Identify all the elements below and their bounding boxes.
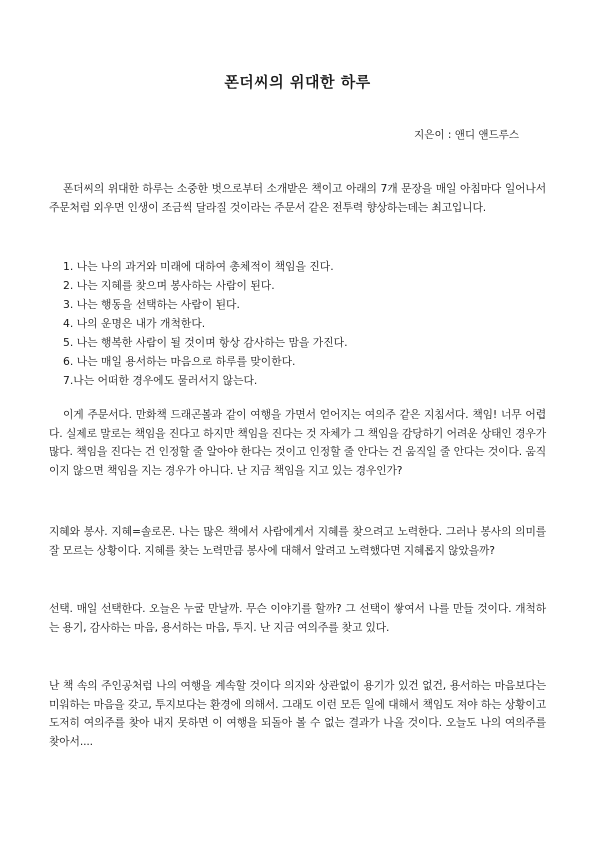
list-item: 7.나는 어떠한 경우에도 물러서지 않는다. — [63, 374, 258, 387]
list-item: 6. 나는 매일 용서하는 마음으로 하루를 맞이한다. — [63, 355, 296, 368]
list-item: 5. 나는 행복한 사람이 될 것이며 항상 감사하는 맘을 가진다. — [63, 336, 348, 349]
document-title: 폰더씨의 위대한 하루 — [224, 73, 371, 91]
body-paragraph: 선택. 매일 선택한다. 오늘은 누굴 만날까. 무슨 이야기를 할까? 그 선택이 쌓여서 나를 만들 것이다. 개척하는 용기, 감사하는 마음, 용서하는 마음, 투지. 난 지금 여의주를 찾고 있다. — [49, 602, 546, 634]
list-item: 3. 나는 행동을 선택하는 사람이 된다. — [63, 298, 240, 311]
list-item: 4. 나의 운명은 내가 개척한다. — [63, 317, 206, 330]
list-item: 2. 나는 지혜를 찾으며 봉사하는 사람이 된다. — [63, 279, 275, 292]
author-line: 지은이 : 앤디 앤드루스 — [414, 129, 519, 141]
body-paragraph: 지혜와 봉사. 지혜=솔로몬. 나는 많은 책에서 사람에게서 지혜를 찾으려고 노력한다. 그러나 봉사의 의미를 잘 모르는 상황이다. 지혜를 찾는 노력만큼 봉사에 대해서 알려고 노력했다면 지혜롭지 않았을까? — [49, 525, 546, 557]
body-paragraph: 이게 주문서다. 만화책 드래곤볼과 같이 여행을 가면서 얻어지는 여의주 같은 지침서다. 책임! 너무 어렵다. 실제로 말로는 책임을 진다고 하지만 책임을 진다는 것 자체가 그 책임을 감당하기 어려운 상태인 경우가 많다. 책임을 진다는 건 인정할 줄 알아야 한다는 것이고 인정할 줄 안다는 건 움직일 줄 안다는 것이다. 움직이지 않으면 책임을 지는 경우가 아니다. 난 지금 책임을 지고 있는 경우인가? — [49, 408, 546, 477]
intro-paragraph: 폰더씨의 위대한 하루는 소중한 벗으로부터 소개받은 책이고 아래의 7개 문장을 매일 아침마다 일어나서 주문처럼 외우면 인생이 조금씩 달라질 것이라는 주문서 같은 전투력 향상하는데는 최고입니다. — [49, 182, 546, 214]
mantra-list — [63, 257, 533, 390]
list-item: 1. 나는 나의 과거와 미래에 대하여 총체적이 책임을 진다. — [63, 260, 334, 273]
body-paragraph: 난 책 속의 주인공처럼 나의 여행을 계속할 것이다 의지와 상관없이 용기가 있건 없건, 용서하는 마음보다는 미워하는 마음을 갖고, 투지보다는 환경에 의해서. 그래도 이런 모든 일에 대해서 책임도 져야 하는 상황이고 도저히 여의주를 찾아 내지 못하면 이 여행을 되돌아 볼 수 없는 결과가 나올 것이다. 오늘도 나의 여의주를 찾아서.... — [49, 679, 546, 748]
